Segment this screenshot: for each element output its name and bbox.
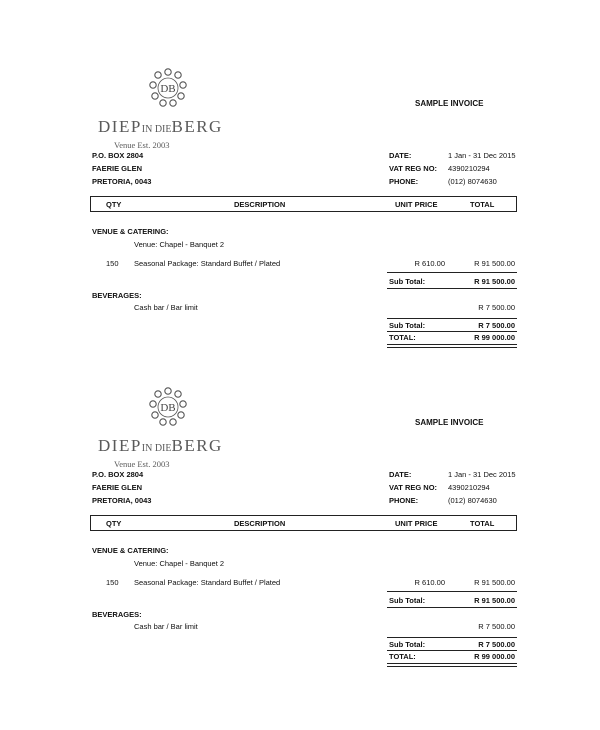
invoice-title: SAMPLE INVOICE [415, 418, 484, 427]
svg-text:DB: DB [160, 402, 176, 414]
total-header: TOTAL [470, 519, 495, 528]
venue-established: Venue Est. 2003 [114, 459, 170, 469]
item-total: R 91 500.00 [474, 578, 515, 587]
vat-value: 4390210294 [448, 164, 490, 173]
date-value: 1 Jan - 31 Dec 2015 [448, 470, 516, 479]
item-unit-price: R 610.00 [414, 578, 445, 587]
table-header [90, 515, 517, 531]
divider [387, 318, 517, 319]
description-header: DESCRIPTION [234, 200, 286, 209]
item-qty: 150 [106, 259, 119, 268]
venue-established: Venue Est. 2003 [114, 140, 170, 150]
grand-total: R 99 000.00 [474, 333, 515, 342]
divider [387, 637, 517, 638]
item-qty: 150 [106, 578, 119, 587]
monogram-wreath-icon [146, 66, 190, 110]
venue-name: DIEPIN DIEBERG [98, 436, 223, 455]
subtotal-value: R 91 500.00 [474, 277, 515, 286]
item-description: Cash bar / Bar limit [134, 303, 198, 312]
venue-logo [98, 66, 248, 150]
unit-price-header: UNIT PRICE [395, 200, 438, 209]
divider [387, 331, 517, 332]
address-line: FAERIE GLEN [92, 164, 143, 173]
date-label: DATE: [389, 151, 412, 160]
total-label: TOTAL: [389, 333, 416, 342]
subtotal-value: R 91 500.00 [474, 596, 515, 605]
unit-price-header: UNIT PRICE [395, 519, 438, 528]
divider [387, 650, 517, 651]
invoice-title: SAMPLE INVOICE [415, 99, 484, 108]
qty-header: QTY [106, 200, 122, 209]
address-line: PRETORIA, 0043 [92, 177, 152, 186]
description-header: DESCRIPTION [234, 519, 286, 528]
section-title: VENUE & CATERING: [92, 546, 169, 555]
grand-total: R 99 000.00 [474, 652, 515, 661]
qty-header: QTY [106, 519, 122, 528]
subtotal-value: R 7 500.00 [478, 640, 515, 649]
section-title: VENUE & CATERING: [92, 227, 169, 236]
divider [387, 591, 517, 592]
item-description: Seasonal Package: Standard Buffet / Plated [134, 578, 281, 587]
svg-text:DB: DB [160, 83, 176, 95]
item-description: Cash bar / Bar limit [134, 622, 198, 631]
phone-label: PHONE: [389, 177, 419, 186]
venue-note: Venue: Chapel - Banquet 2 [134, 559, 225, 568]
venue-note: Venue: Chapel - Banquet 2 [134, 240, 225, 249]
item-total: R 7 500.00 [478, 622, 515, 631]
double-underline [387, 663, 517, 667]
vat-label: VAT REG NO: [389, 164, 438, 173]
venue-logo [98, 385, 248, 469]
subtotal-value: R 7 500.00 [478, 321, 515, 330]
table-header [90, 196, 517, 212]
phone-value: (012) 8074630 [448, 496, 497, 505]
subtotal-label: Sub Total: [389, 596, 426, 605]
invoice [0, 381, 600, 701]
item-total: R 7 500.00 [478, 303, 515, 312]
address-line: P.O. BOX 2804 [92, 151, 144, 160]
item-description: Seasonal Package: Standard Buffet / Plated [134, 259, 281, 268]
phone-value: (012) 8074630 [448, 177, 497, 186]
divider [387, 288, 517, 289]
address-line: P.O. BOX 2804 [92, 470, 144, 479]
divider [387, 272, 517, 273]
divider [387, 607, 517, 608]
section-title: BEVERAGES: [92, 610, 142, 619]
monogram-wreath-icon [146, 385, 190, 429]
venue-name: DIEPIN DIEBERG [98, 117, 223, 136]
double-underline [387, 344, 517, 348]
item-total: R 91 500.00 [474, 259, 515, 268]
address-line: FAERIE GLEN [92, 483, 143, 492]
phone-label: PHONE: [389, 496, 419, 505]
vat-value: 4390210294 [448, 483, 490, 492]
subtotal-label: Sub Total: [389, 277, 426, 286]
total-header: TOTAL [470, 200, 495, 209]
item-unit-price: R 610.00 [414, 259, 445, 268]
date-value: 1 Jan - 31 Dec 2015 [448, 151, 516, 160]
invoice [0, 62, 600, 382]
section-title: BEVERAGES: [92, 291, 142, 300]
subtotal-label: Sub Total: [389, 321, 426, 330]
vat-label: VAT REG NO: [389, 483, 438, 492]
subtotal-label: Sub Total: [389, 640, 426, 649]
total-label: TOTAL: [389, 652, 416, 661]
date-label: DATE: [389, 470, 412, 479]
address-line: PRETORIA, 0043 [92, 496, 152, 505]
